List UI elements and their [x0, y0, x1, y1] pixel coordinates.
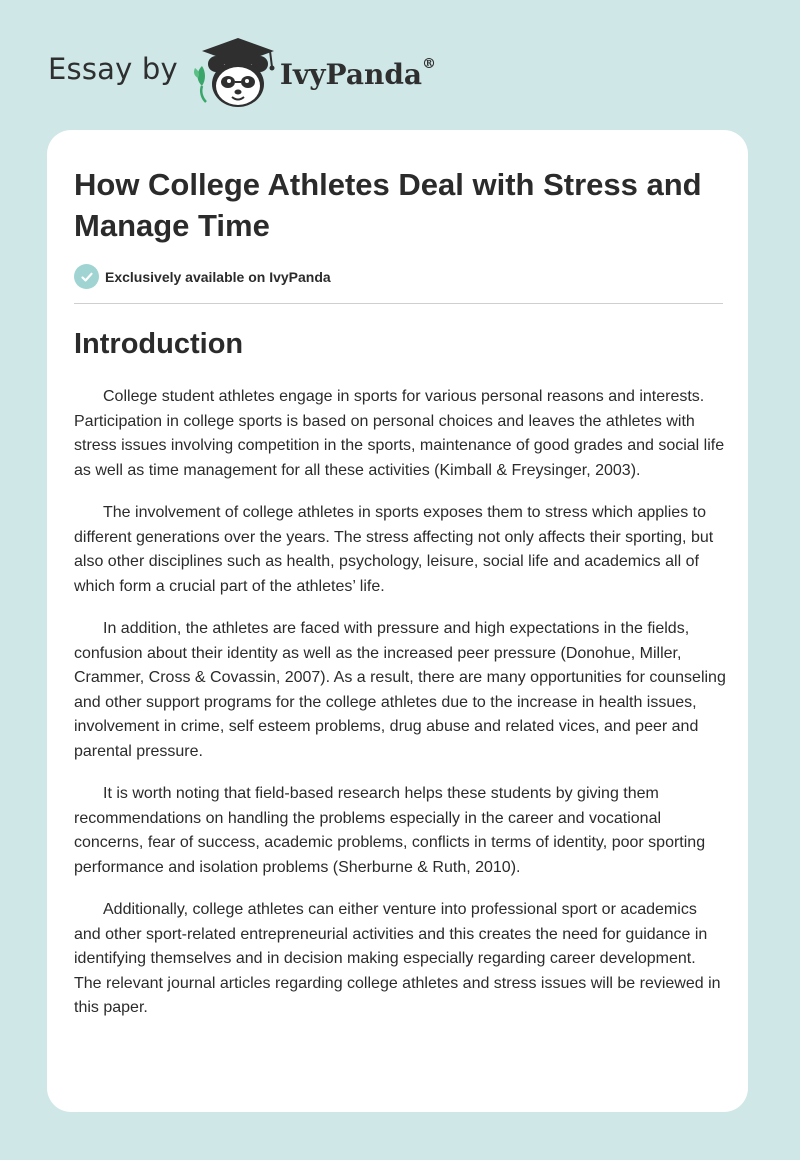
essay-by-label: Essay by: [48, 52, 178, 86]
paragraph: It is worth noting that field-based research helps these students by giving them recommendations on handling the problems especially in the career and vocational concerns, fear of success, academic problems, conflicts in terms of identity, poor sporting performance and isolation problems (Sherburne & Ruth, 2010).: [74, 785, 706, 876]
brand-name-text: IvyPanda: [279, 57, 423, 91]
essay-card: [47, 130, 748, 1112]
exclusive-badge-label: Exclusively available on IvyPanda: [105, 268, 331, 285]
section-heading-introduction: Introduction: [74, 328, 244, 360]
paragraph: College student athletes engage in sports for various personal reasons and interests. Participation in college sports is based on personal choices and leaves the athletes with stress issues involving competition in the sports, maintenance of good grades and social life as well as time management for all these activities (Kimball & Freysinger, 2003).: [74, 388, 725, 479]
brand-name[interactable]: [279, 55, 437, 91]
exclusive-badge: [74, 264, 331, 289]
essay-body: [74, 385, 726, 1039]
page-title: How College Athletes Deal with Stress and Manage Time: [74, 167, 702, 243]
paragraph: In addition, the athletes are faced with pressure and high expectations in the fields, confusion about their identity as well as the increased peer pressure (Donohue, Miller, Crammer, Cross & Covassin, 2007). As a result, there are many opportunities for counseling and other support programs for the college athletes due to the increase in health issues, involvement in crime, self esteem problems, drug abuse and related vices, and peer and parental pressure.: [74, 620, 726, 760]
divider: [74, 303, 723, 304]
paragraph: Additionally, college athletes can either venture into professional sport or academics and other sport-related entrepreneurial activities and this creates the need for guidance in identifying themselves and in decision making especially regarding career development. The relevant journal articles regarding college athletes and stress issues will be reviewed in this paper.: [74, 901, 721, 1016]
panda-graduate-logo-icon[interactable]: [192, 34, 284, 110]
check-circle-icon: [74, 264, 99, 289]
registered-mark: ®: [422, 55, 437, 72]
site-header: [48, 34, 436, 110]
paragraph: The involvement of college athletes in sports exposes them to stress which applies to different generations over the years. The stress affecting not only affects their sporting, but also other disciplines such as health, psychology, leisure, social life and academics all of which form a crucial part of the athletes’ life.: [74, 504, 714, 595]
